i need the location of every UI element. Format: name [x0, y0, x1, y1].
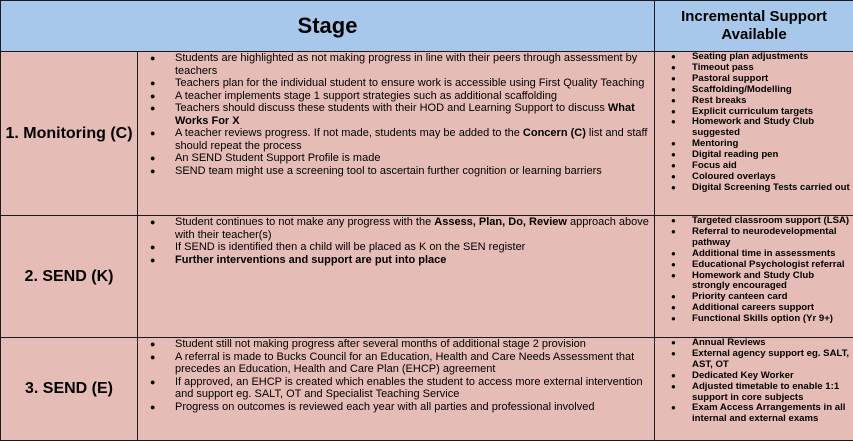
bullet-icon: ●: [150, 241, 155, 254]
support-text: Coloured overlays: [692, 171, 776, 182]
bullet-icon: ●: [671, 96, 676, 107]
support-text: Seating plan adjustments: [692, 52, 808, 63]
support-text: Homework and Study Club strongly encouraged: [692, 270, 814, 292]
description-text: A teacher implements stage 1 support strategies such as additional scaffolding: [175, 90, 557, 102]
stage-description-2: [138, 216, 655, 338]
support-text: Educational Psychologist referral: [692, 259, 844, 270]
description-text: Teachers plan for the individual student to ensure work is accessible using First Quality Teaching: [175, 77, 644, 89]
stage-row-2: [1, 216, 853, 338]
description-item: [138, 127, 654, 152]
description-emphasis: Concern (C): [523, 127, 586, 139]
support-text: Digital Screening Tests carried out: [692, 182, 850, 193]
support-item: [655, 52, 853, 63]
description-text: approach above with their teacher(s): [175, 216, 649, 241]
support-item: [655, 85, 853, 96]
support-text: Focus aid: [692, 160, 737, 171]
description-item: [138, 376, 654, 401]
description-item: [138, 241, 654, 254]
description-text: If SEND is identified then a child will be placed as K on the SEN register: [175, 241, 525, 253]
bullet-icon: ●: [671, 161, 676, 172]
description-item: [138, 102, 654, 127]
support-item: [655, 382, 853, 404]
bullet-icon: ●: [671, 227, 676, 238]
bullet-icon: ●: [671, 85, 676, 96]
support-text: Adjusted timetable to enable 1:1 support in core subjects: [692, 381, 839, 403]
support-text: Mentoring: [692, 138, 738, 149]
description-text: Progress on outcomes is reviewed each year with all parties and professional involved: [175, 401, 594, 413]
description-item: [138, 254, 654, 267]
support-text: Scaffolding/Modelling: [692, 84, 792, 95]
bullet-icon: ●: [671, 382, 676, 393]
bullet-icon: ●: [671, 338, 676, 349]
description-item: [138, 338, 654, 351]
bullet-icon: ●: [150, 152, 155, 165]
bullet-icon: ●: [671, 303, 676, 314]
support-list-2: [655, 216, 853, 338]
description-emphasis: Assess, Plan, Do, Review: [434, 216, 567, 228]
support-text: Targeted classroom support (LSA): [692, 216, 849, 227]
support-text: Exam Access Arrangements in all internal and external exams: [692, 402, 845, 424]
description-text: Student continues to not make any progress with the: [175, 216, 434, 228]
bullet-icon: ●: [671, 271, 676, 282]
support-text: Timeout pass: [692, 62, 754, 73]
description-item: [138, 152, 654, 165]
description-text: An SEND Student Support Profile is made: [175, 152, 380, 164]
bullet-icon: ●: [671, 371, 676, 382]
support-item: [655, 117, 853, 139]
bullet-icon: ●: [671, 249, 676, 260]
bullet-icon: ●: [671, 150, 676, 161]
support-item: [655, 314, 853, 325]
support-text: Priority canteen card: [692, 291, 787, 302]
description-item: [138, 165, 654, 178]
description-item: [138, 216, 654, 241]
support-text: Homework and Study Club suggested: [692, 116, 814, 138]
support-text: Digital reading pen: [692, 149, 778, 160]
bullet-icon: ●: [671, 403, 676, 414]
bullet-icon: ●: [150, 90, 155, 103]
bullet-icon: ●: [150, 165, 155, 178]
support-item: [655, 271, 853, 293]
header-row: [1, 1, 853, 52]
stage-row-3: [1, 338, 853, 441]
description-text: If approved, an EHCP is created which enables the student to access more external intervention and support eg. SALT, OT and Specialist Teaching Service: [175, 376, 643, 401]
stage-name-3: 3. SEND (E): [1, 338, 138, 441]
support-header: Incremental Support Available: [655, 1, 853, 52]
bullet-icon: ●: [150, 127, 155, 140]
support-list-3: [655, 338, 853, 441]
support-item: [655, 183, 853, 194]
bullet-icon: ●: [150, 401, 155, 414]
bullet-icon: ●: [150, 52, 155, 65]
bullet-icon: ●: [150, 254, 155, 267]
bullet-icon: ●: [671, 172, 676, 183]
support-text: Referral to neurodevelopmental pathway: [692, 226, 836, 248]
description-item: [138, 77, 654, 90]
bullet-icon: ●: [671, 216, 676, 227]
description-text: A teacher reviews progress. If not made, students may be added to the: [175, 127, 523, 139]
support-text: Rest breaks: [692, 95, 746, 106]
support-item: [655, 349, 853, 371]
bullet-icon: ●: [671, 260, 676, 271]
support-text: Pastoral support: [692, 73, 768, 84]
description-text: Students are highlighted as not making progress in line with their peers through assessment by teachers: [175, 52, 637, 77]
stage-description-1: [138, 52, 655, 216]
bullet-icon: ●: [671, 183, 676, 194]
support-item: [655, 403, 853, 425]
bullet-icon: ●: [150, 102, 155, 115]
bullet-icon: ●: [150, 216, 155, 229]
bullet-icon: ●: [671, 74, 676, 85]
bullet-icon: ●: [150, 376, 155, 389]
description-emphasis: Further interventions and support are put into place: [175, 254, 446, 266]
bullet-icon: ●: [671, 292, 676, 303]
support-text: Additional careers support: [692, 302, 814, 313]
support-text: Explicit curriculum targets: [692, 106, 813, 117]
support-text: Additional time in assessments: [692, 248, 835, 259]
stage-header: Stage: [1, 1, 655, 52]
bullet-icon: ●: [150, 351, 155, 364]
support-text: Functional Skills option (Yr 9+): [692, 313, 833, 324]
description-text: Teachers should discuss these students with their HOD and Learning Support to discuss: [175, 102, 608, 114]
stage-name-2: 2. SEND (K): [1, 216, 138, 338]
description-emphasis: What Works For X: [175, 102, 635, 127]
stage-row-1: [1, 52, 853, 216]
bullet-icon: ●: [671, 139, 676, 150]
support-text: Dedicated Key Worker: [692, 370, 794, 381]
bullet-icon: ●: [671, 349, 676, 360]
support-list-1: [655, 52, 853, 216]
bullet-icon: ●: [671, 52, 676, 63]
stage-description-3: [138, 338, 655, 441]
stage-name-1: 1. Monitoring (C): [1, 52, 138, 216]
bullet-icon: ●: [150, 338, 155, 351]
description-text: list and staff should repeat the process: [175, 127, 647, 152]
bullet-icon: ●: [671, 117, 676, 128]
description-item: [138, 90, 654, 103]
description-item: [138, 52, 654, 77]
support-text: Annual Reviews: [692, 338, 766, 349]
bullet-icon: ●: [671, 314, 676, 325]
description-text: SEND team might use a screening tool to ascertain further cognition or learning barriers: [175, 165, 602, 177]
description-text: A referral is made to Bucks Council for an Education, Health and Care Needs Assessment that precedes an Education, Health and Care Plan (EHCP) agreement: [175, 351, 634, 376]
description-item: [138, 401, 654, 414]
support-item: [655, 150, 853, 161]
description-item: [138, 351, 654, 376]
bullet-icon: ●: [671, 107, 676, 118]
bullet-icon: ●: [150, 77, 155, 90]
bullet-icon: ●: [671, 63, 676, 74]
support-item: [655, 227, 853, 249]
support-text: External agency support eg. SALT, AST, OT: [692, 348, 849, 370]
description-text: Student still not making progress after several months of additional stage 2 provision: [175, 338, 586, 350]
